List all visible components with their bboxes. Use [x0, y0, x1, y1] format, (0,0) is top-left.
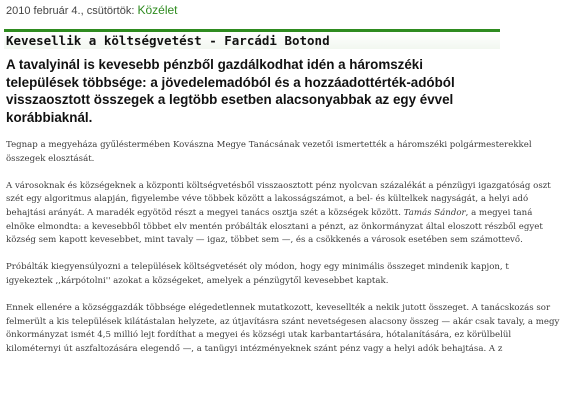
dateline — [6, 3, 178, 17]
body-line: igyekeztek ,,kárpótolni'' azokat a községeket, amelyek a pénzügytől kevesebbet kaptak. — [6, 275, 389, 286]
body-paragraph — [6, 180, 566, 248]
body-line: Tegnap a megyeháza gyűléstermében Kovászna Megye Tanácsának vezetői ismertették a háromszéki polgármesterekkel — [6, 140, 532, 150]
dateline-separator: : — [131, 5, 135, 17]
lead-line: korábbiaknál. — [6, 109, 93, 125]
article-lead — [6, 56, 498, 126]
article-header-bar — [4, 29, 500, 49]
lead-line: települések többsége: a jövedelemadóból és a hozzáadottérték-adóból — [6, 74, 455, 90]
body-line: felmerült a kis települések kilátástalan helyzete, az útjavításra szánt nevetségesen alacsony összeg — akár csak tavaly, a megy — [6, 316, 560, 327]
article-date: 2010 február 4., csütörtök — [6, 5, 132, 17]
body-paragraph — [6, 139, 566, 166]
body-line: összegek elosztását. — [6, 153, 95, 164]
body-line-text: , a megyei taná — [465, 207, 533, 218]
lead-line: A tavalyinál is kevesebb pénzből gazdálkodhat idén a háromszéki — [6, 57, 423, 72]
article-body — [6, 139, 566, 370]
body-line: önkormányzat ismét 4,5 millió lejt fordíthat a megyei és községi utak karbantartására, hótalanítására, ez körülbelül — [6, 330, 512, 341]
section-link-kozelet[interactable]: Közélet — [137, 3, 178, 17]
body-line: A városoknak és községeknek a központi költségvetésből visszaosztott pénz nyolcvan százalékát a pénzügyi igazgatóság oszt — [6, 180, 551, 191]
article-title: Kevesellik a költségvetést - Farcádi Botond — [6, 33, 330, 48]
body-line: Ennek ellenére a községgazdák többsége elégedetlennek mutatkozott, kevesellték a nekik jutott összeget. A tanácskozás sor — [6, 303, 551, 314]
body-line: község sem kapott kevesebbet, mint tavaly — igaz, többet sem —, és a csökkenés a városok esetében sem számottevő. — [6, 235, 523, 246]
body-line: elnöke elmondta: a kevesebből többet elv mentén próbálták elosztani a pénzt, az önkormányzat által eloszott részből egyet — [6, 221, 543, 232]
body-paragraph — [6, 261, 566, 288]
body-line-with-name — [6, 207, 566, 221]
person-name: Tamás Sándor — [403, 207, 466, 218]
body-paragraph — [6, 302, 566, 356]
body-line: szét egy algoritmus alapján, figyelembe véve többek között a lakosságszámot, a bel- és kültelkek nagyságát, a helyi adó — [6, 194, 529, 205]
lead-line: visszaosztott összegek a legtöbb esetben alacsonyabbak az egy évvel — [6, 92, 454, 108]
body-line: Próbálták kiegyensúlyozni a települések költségvetését oly módon, hogy egy minimális összeget mindenik kapjon, t — [6, 262, 509, 273]
body-line-text: behajtási arányát. A maradék egyötöd részt a megyei tanács osztja szét a községek között. — [6, 207, 401, 218]
body-line: kilométernyi út aszfaltozására elegendő —, a tanügyi intézményeknek szánt pénz vagy a helyi adók behajtása. A z — [6, 343, 503, 354]
